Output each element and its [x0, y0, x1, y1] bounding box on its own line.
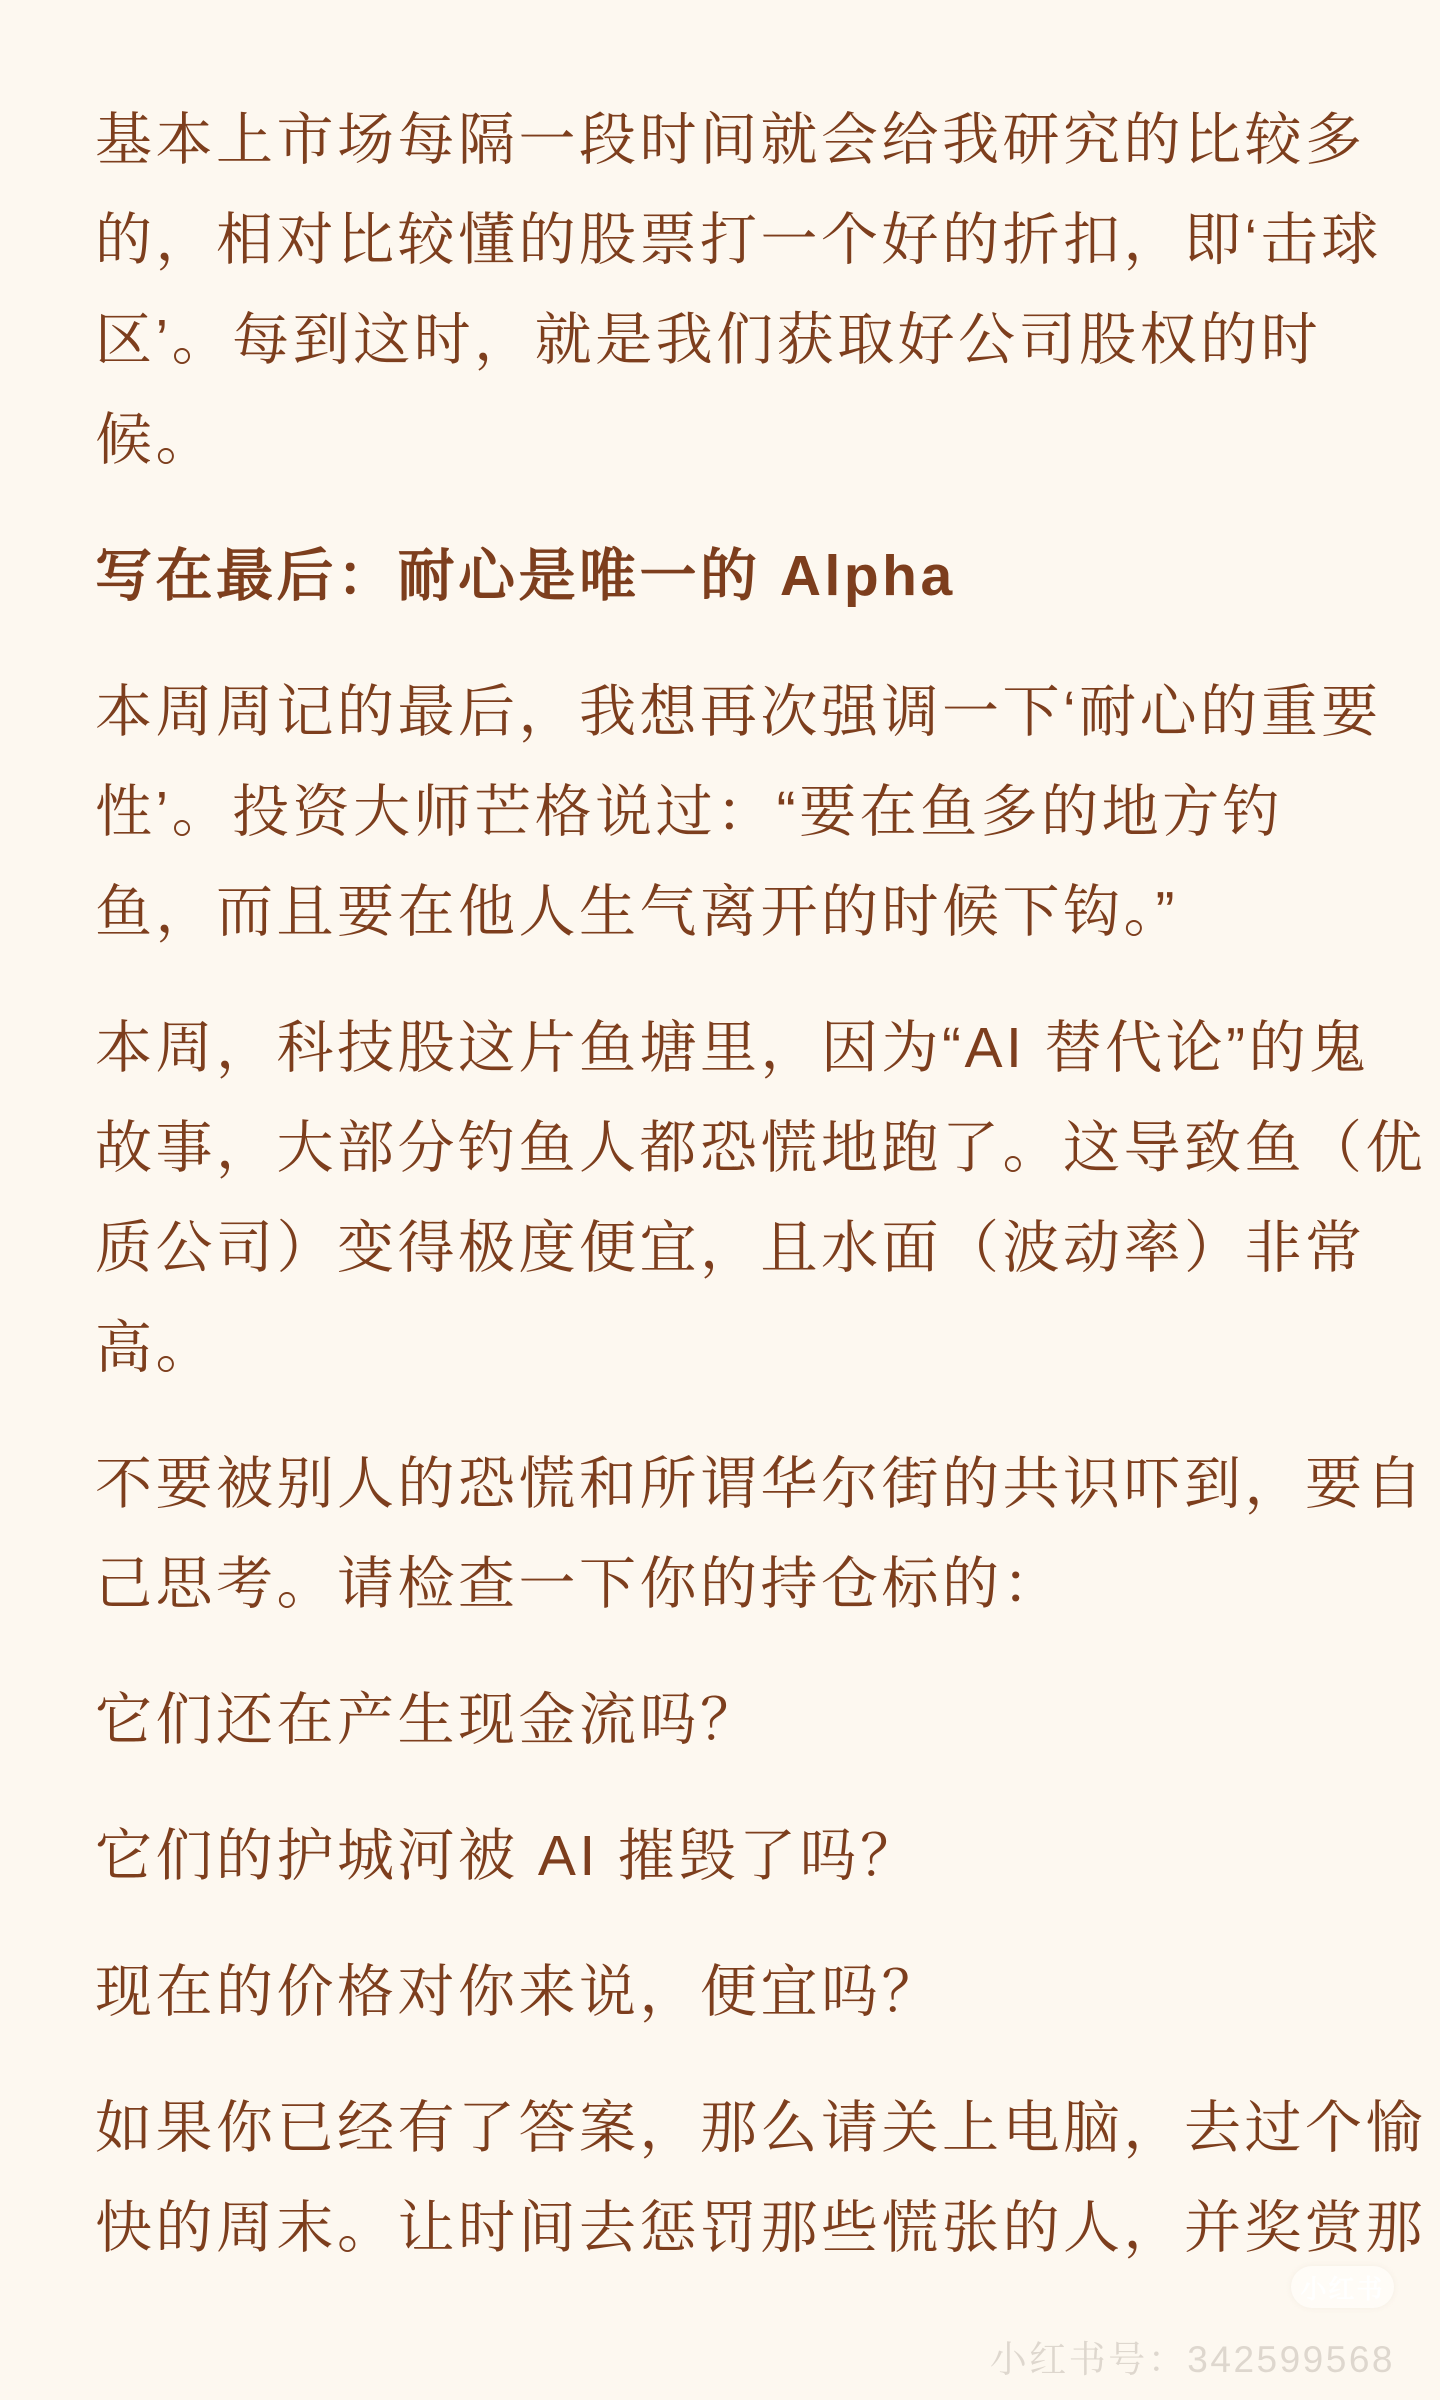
text-line: 它们的护城河被 AI 摧毁了吗？: [95, 1824, 921, 1888]
text-line: 现在的价格对你来说，便宜吗？: [95, 1960, 942, 2024]
text-line: 质公司）变得极度便宜，且水面（波动率）非常: [95, 1216, 1366, 1280]
paragraph: [95, 662, 1440, 962]
text-line: 它们还在产生现金流吗？: [95, 1688, 761, 1752]
paragraph: [95, 1806, 1440, 1906]
xiaohongshu-badge: [1291, 2266, 1394, 2308]
text-line: 的，相对比较懂的股票打一个好的折扣，即‘击球: [95, 208, 1382, 272]
text-line: 本周周记的最后，我想再次强调一下‘耐心的重要: [95, 680, 1382, 744]
paragraph: [95, 998, 1440, 1398]
text-line: 快的周末。让时间去惩罚那些慌张的人，并奖赏那: [95, 2196, 1426, 2260]
text-line: 写在最后：耐心是唯一的 Alpha: [95, 544, 956, 608]
text-line: 鱼，而且要在他人生气离开的时候下钩。”: [95, 880, 1178, 944]
text-line: 区’。每到这时，就是我们获取好公司股权的时: [95, 308, 1322, 372]
text-line: 候。: [95, 408, 216, 472]
paragraph: [95, 90, 1440, 490]
text-line: 高。: [95, 1316, 216, 1380]
text-line: 本周，科技股这片鱼塘里，因为“AI 替代论”的鬼: [95, 1016, 1370, 1080]
text-line: 性’。投资大师芒格说过：“要在鱼多的地方钓: [95, 780, 1284, 844]
paragraph: [95, 1434, 1440, 1634]
paragraph: [95, 1942, 1440, 2042]
watermark-account-id: 小红书号：342599568: [989, 2339, 1395, 2380]
section-heading: [95, 526, 1440, 626]
paragraph: [95, 1670, 1440, 1770]
text-line: 不要被别人的恐慌和所谓华尔街的共识吓到，要自: [95, 1452, 1426, 1516]
text-line: 基本上市场每隔一段时间就会给我研究的比较多: [95, 108, 1366, 172]
text-line: 故事，大部分钓鱼人都恐慌地跑了。这导致鱼（优: [95, 1116, 1426, 1180]
paragraph: [95, 2078, 1440, 2278]
text-line: 如果你已经有了答案，那么请关上电脑，去过个愉: [95, 2096, 1426, 2160]
text-line: 己思考。请检查一下你的持仓标的：: [95, 1552, 1063, 1616]
xiaohongshu-badge-label: 小红书: [1300, 2273, 1385, 2304]
